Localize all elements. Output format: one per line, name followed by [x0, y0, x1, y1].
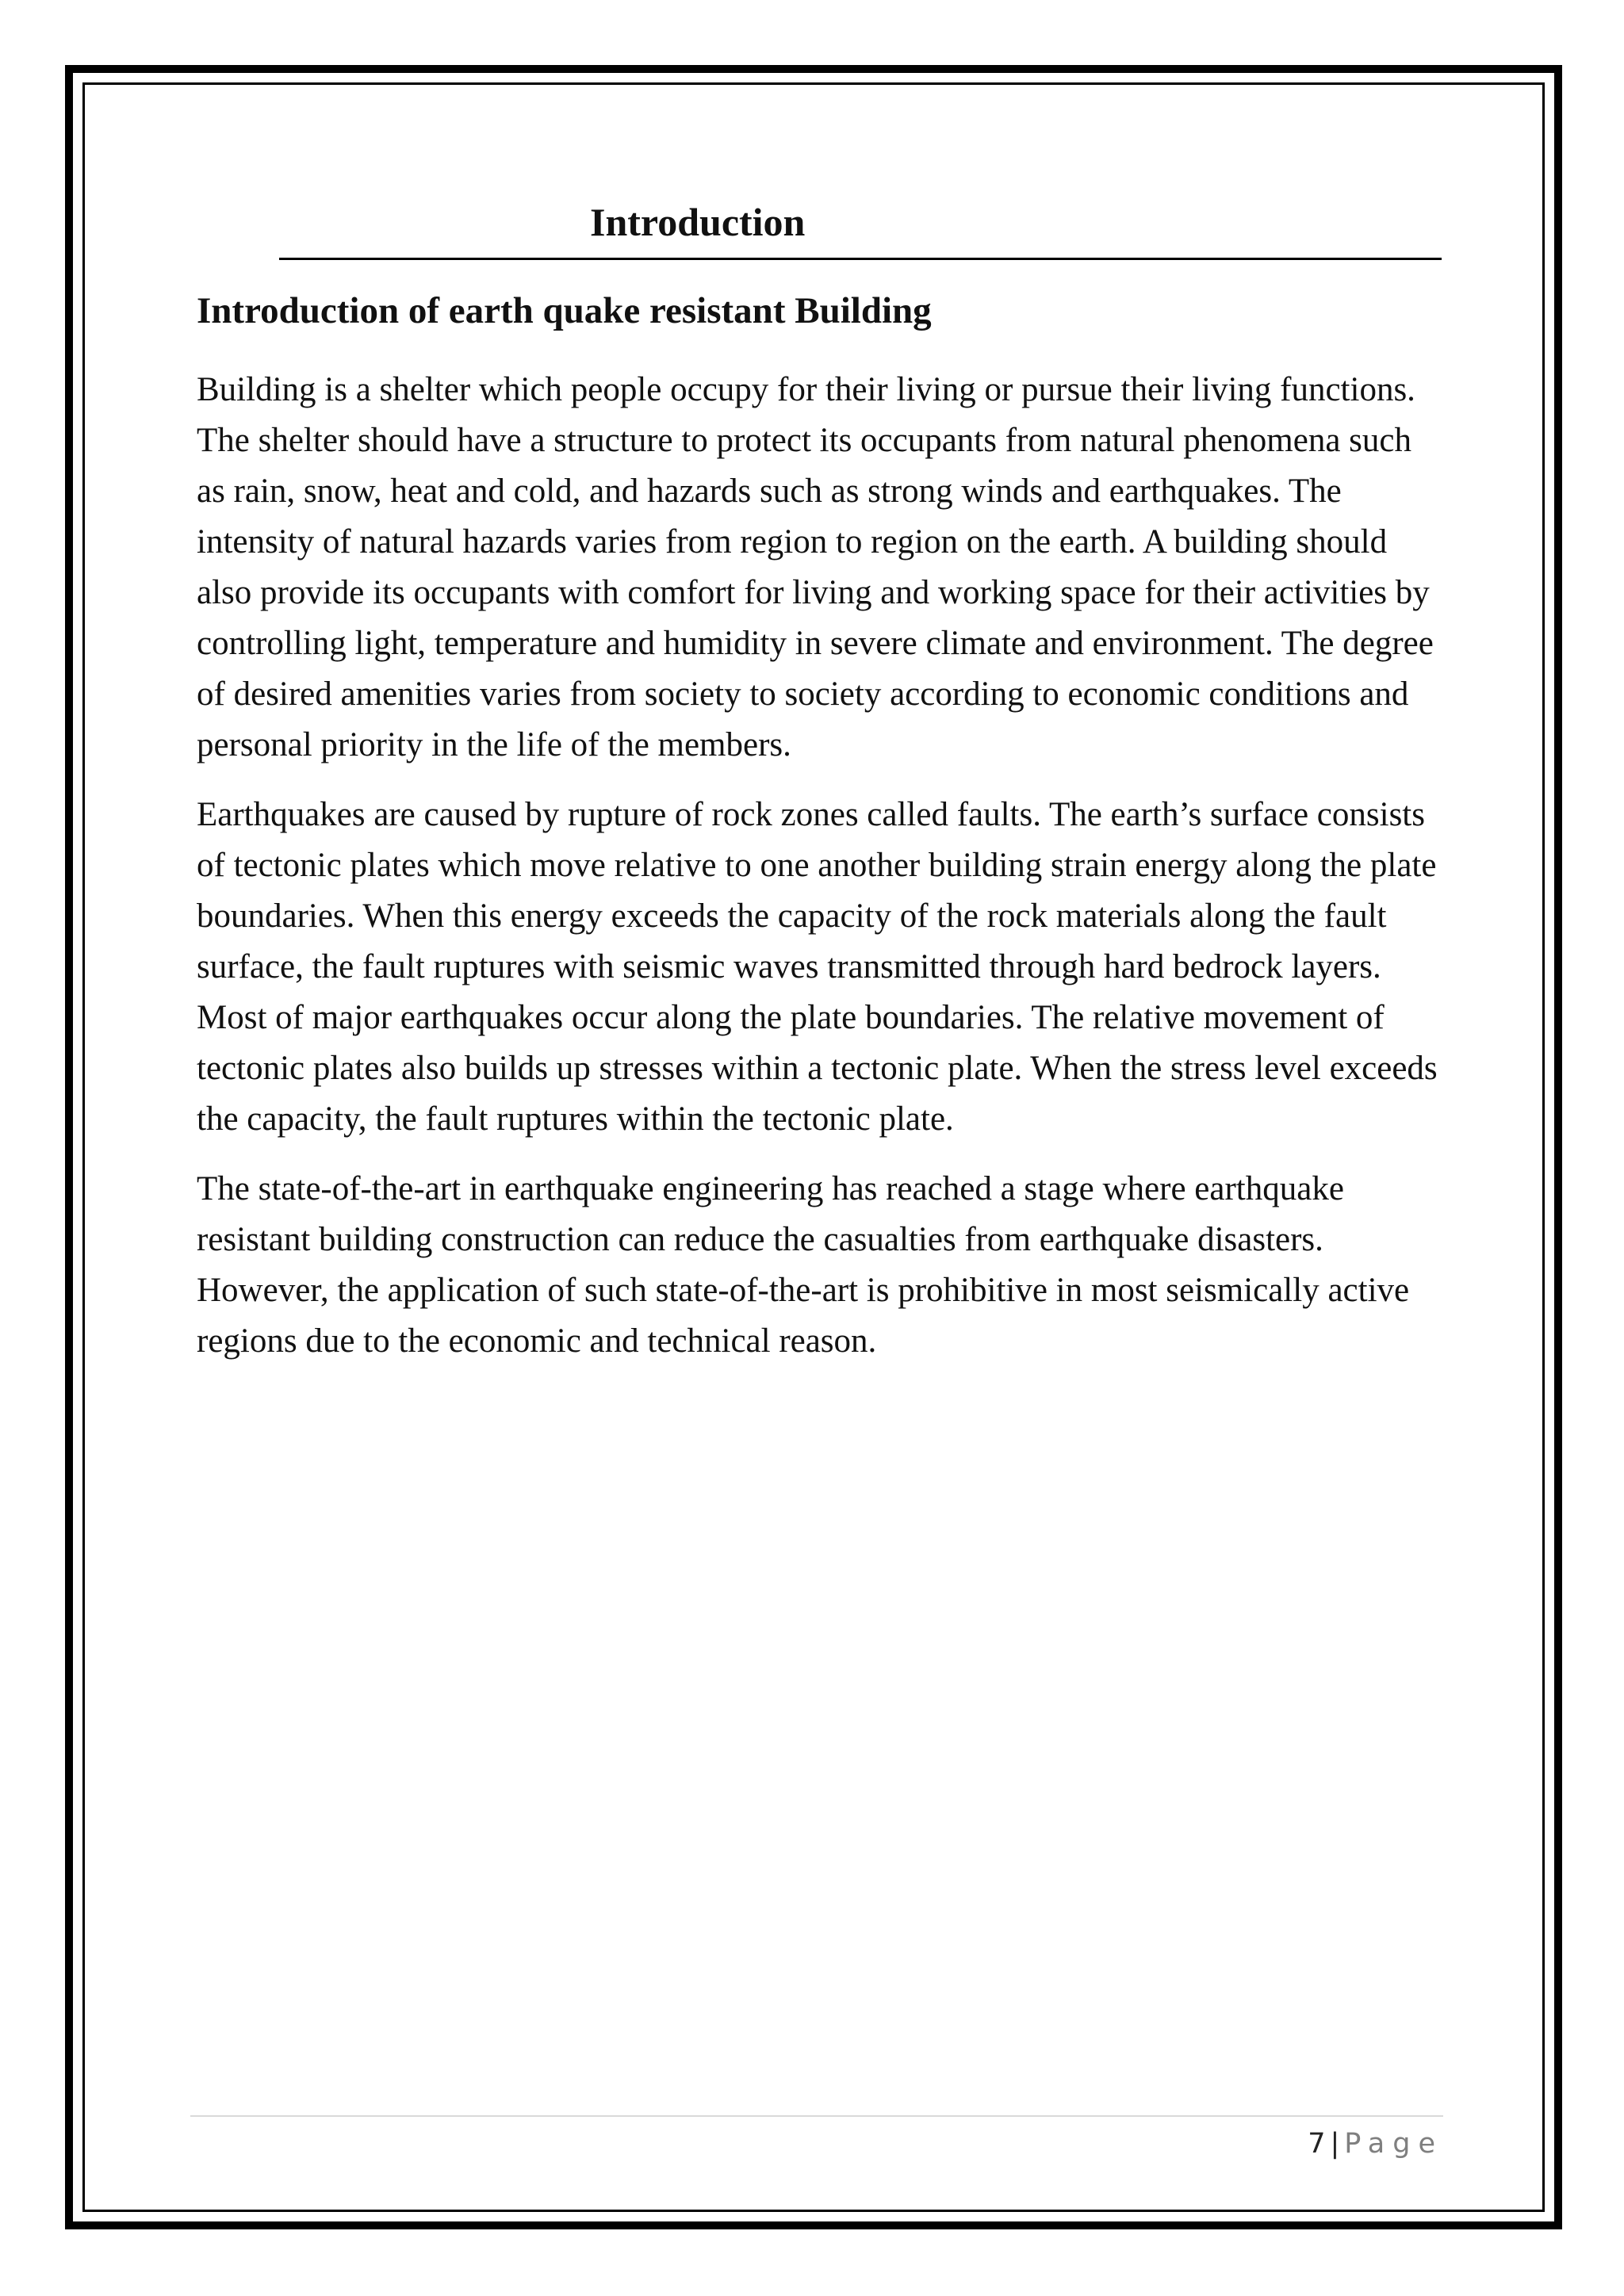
page-footer	[1308, 2126, 1443, 2161]
page-label: Page	[1344, 2128, 1443, 2160]
page-title: Introduction	[590, 200, 806, 244]
title-underline	[279, 258, 1442, 260]
footer-separator: |	[1330, 2128, 1340, 2160]
body-text	[197, 365, 1443, 1386]
section-heading: Introduction of earth quake resistant Building	[197, 290, 932, 331]
paragraph-earthquakes: Earthquakes are caused by rupture of rock zones called faults. The earth’s surface consists of tectonic plates which move relative to one another building strain energy along the plate boundaries. When this energy exceeds the capacity of the rock materials along the fault surface, the fault ruptures with seismic waves transmitted through hard bedrock layers. Most of major earthquakes occur along the plate boundaries. The relative movement of tectonic plates also builds up stresses within a tectonic plate. When the stress level exceeds the capacity, the fault ruptures within the tectonic plate.	[197, 796, 1438, 1138]
paragraph-building: Building is a shelter which people occupy for their living or pursue their living functions. The shelter should have a structure to protect its occupants from natural phenomena such as rain, snow, heat and cold, and hazards such as strong winds and earthquakes. The intensity of natural hazards varies from region to region on the earth. A building should also provide its occupants with comfort for living and working space for their activities by controlling light, temperature and humidity in severe climate and environment. The degree of desired amenities varies from society to society according to economic conditions and personal priority in the life of the members.	[197, 371, 1434, 763]
page-number: 7	[1308, 2128, 1326, 2160]
footer-divider	[190, 2115, 1443, 2117]
paragraph-state-of-art: The state-of-the-art in earthquake engineering has reached a stage where earthquake resistant building construction can reduce the casualties from earthquake disasters. However, the application of such state-of-the-art is prohibitive in most seismically active regions due to the economic and technical reason.	[197, 1170, 1410, 1360]
